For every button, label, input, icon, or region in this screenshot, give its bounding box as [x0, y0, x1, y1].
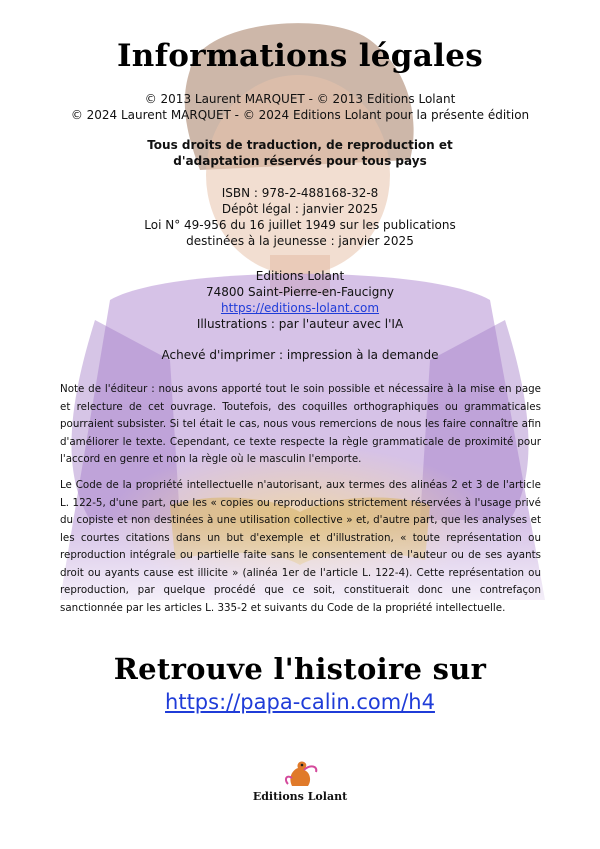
logo-text: Editions Lolant [252, 790, 348, 803]
dragon-icon [248, 756, 352, 792]
publisher-name: Editions Lolant [255, 269, 345, 283]
depot-legal: Dépôt légal : janvier 2025 [221, 202, 379, 216]
editor-note: Note de l'éditeur : nous avons apporté tout le soin possible et nécessaire à la mise en page et relecture de cet ouvrage. Toutefois, des coquilles orthographiques ou grammaticales pourraient subsister. Si tel était le cas, nous vous remercions de nous les faire connaître afin d'améliorer le texte. Cependant, ce texte respecte la règle grammaticale de proximité pour l'accord en genre et non la règle où le masculin l'emporte. [60, 383, 541, 465]
copyright-line-2024: © 2024 Laurent MARQUET - © 2024 Editions Lolant pour la présente édition [70, 108, 530, 122]
story-link[interactable]: https://papa-calin.com/h4 [165, 690, 435, 714]
legal-block [0, 185, 600, 249]
cta-title: Retrouve l'histoire sur [113, 652, 487, 686]
printing-line: Achevé d'imprimer : impression à la demande [161, 348, 439, 362]
isbn: ISBN : 978-2-488168-32-8 [221, 186, 379, 200]
illustrations-credit: Illustrations : par l'auteur avec l'IA [196, 317, 404, 331]
publisher-block [0, 268, 600, 332]
rights-line-1: Tous droits de traduction, de reproduction et [147, 138, 453, 152]
copyright-block [0, 91, 600, 123]
copyright-line-2013: © 2013 Laurent MARQUET - © 2013 Editions Lolant [144, 92, 456, 106]
code-notice: Le Code de la propriété intellectuelle n'autorisant, aux termes des alinéas 2 et 3 de l'article L. 122-5, d'une part, que les « copies ou reproductions strictement réservées à l'usage privé du copiste et non destinées à une utilisation collective » et, d'autre part, que les analyses et les courtes citations dans un but d'exemple et d'illustration, « toute représentation ou reproduction intégrale ou partielle faite sans le consentement de l'auteur ou de ses ayants droit ou ayants cause est illicite » (alinéa 1er de l'article L. 122-4). Cette représentation ou reproduction, par quelque procédé que ce soit, constituerait donc une contrefaçon sanctionnée par les articles L. 335-2 et suivants du Code de la propriété intellectuelle. [60, 479, 541, 614]
publisher-address: 74800 Saint-Pierre-en-Faucigny [205, 285, 395, 299]
loi-line-1: Loi N° 49-956 du 16 juillet 1949 sur les publications [144, 218, 456, 232]
publisher-website-link[interactable]: https://editions-lolant.com [220, 301, 380, 315]
publisher-logo [248, 756, 352, 808]
rights-block [0, 137, 600, 169]
page-title: Informations légales [116, 38, 484, 74]
loi-line-2: destinées à la jeunesse : janvier 2025 [186, 234, 414, 248]
rights-line-2: d'adaptation réservés pour tous pays [173, 154, 427, 168]
